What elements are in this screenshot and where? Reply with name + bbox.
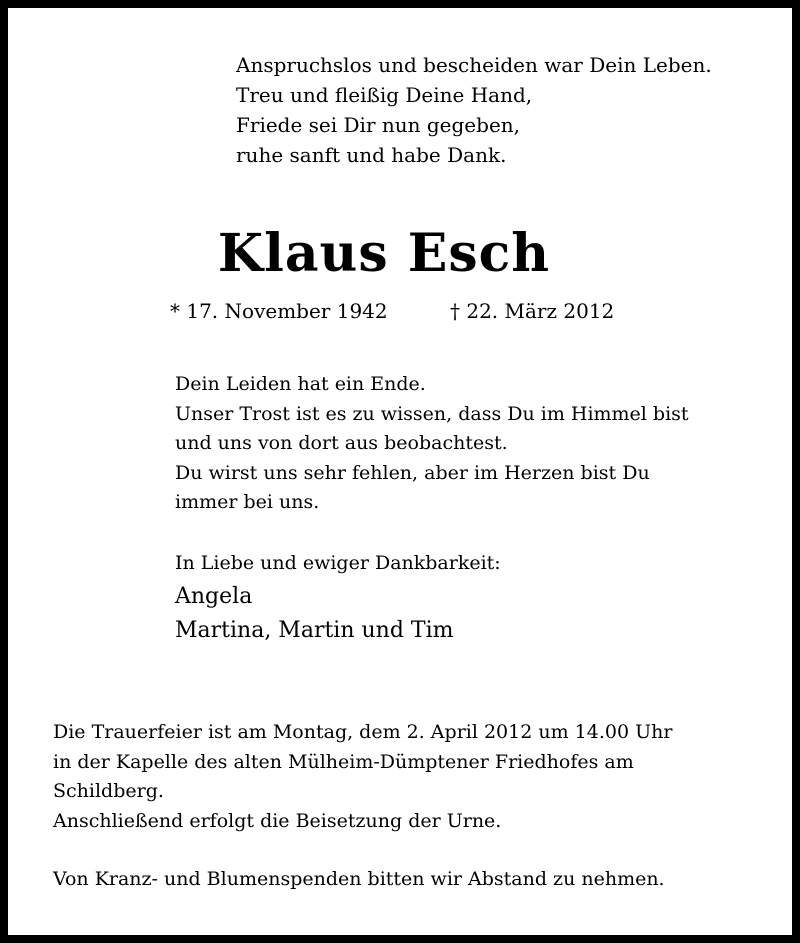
message-line: immer bei uns. [175, 491, 320, 513]
mourners-list [175, 580, 454, 648]
donation-request: Von Kranz- und Blumenspenden bitten wir Abstand zu nehmen. [53, 868, 665, 890]
funeral-service-info [53, 718, 672, 836]
service-line: Schildberg. [53, 780, 164, 802]
message-line: Dein Leiden hat ein Ende. [175, 373, 426, 395]
farewell-message [175, 370, 689, 518]
message-line: Unser Trost ist es zu wissen, dass Du im Himmel bist [175, 402, 689, 425]
mourner-name: Martina, Martin und Tim [175, 618, 454, 643]
poem-line: ruhe sanft und habe Dank. [236, 143, 507, 167]
service-line: Die Trauerfeier ist am Montag, dem 2. April 2012 um 14.00 Uhr [53, 721, 673, 743]
service-line: in der Kapelle des alten Mülheim-Dümptener Friedhofes am [53, 750, 634, 773]
deceased-name: Klaus Esch [217, 223, 551, 284]
mourner-name: Angela [175, 584, 253, 609]
message-line: Du wirst uns sehr fehlen, aber im Herzen bist Du [175, 461, 650, 484]
memorial-poem [236, 50, 712, 170]
obituary-notice [8, 8, 792, 935]
closing-phrase: In Liebe und ewiger Dankbarkeit: [175, 552, 501, 574]
poem-line: Treu und fleißig Deine Hand, [236, 83, 533, 107]
service-line: Anschließend erfolgt die Beisetzung der Urne. [53, 809, 502, 832]
death-date: † 22. März 2012 [450, 299, 615, 323]
poem-line: Anspruchslos und bescheiden war Dein Leben. [236, 53, 712, 77]
message-line: und uns von dort aus beobachtest. [175, 432, 508, 454]
birth-date: * 17. November 1942 [170, 299, 388, 323]
poem-line: Friede sei Dir nun gegeben, [236, 113, 521, 137]
